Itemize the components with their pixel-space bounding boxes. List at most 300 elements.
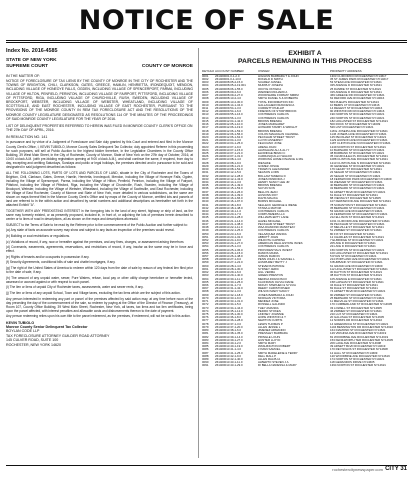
owner-name: COLON MAGDALIN CHANDEL: [258, 132, 299, 136]
detail-number: 0009: [202, 100, 209, 104]
account-number: 261400013.15-1-53.0: [215, 187, 243, 191]
account-number: 261400013.24-1-27.0: [215, 242, 243, 246]
detail-number: 0077: [202, 319, 209, 323]
detail-number: 0057: [202, 255, 209, 259]
detail-number: 0034: [202, 181, 209, 185]
owner-name: SMITH MADELEINE & TERRY: [258, 351, 298, 355]
account-number: 261400013.25-1-3.0: [215, 245, 242, 249]
detail-number: 0036: [202, 187, 209, 191]
account-number: 261400013.26-1-48.0: [215, 255, 243, 259]
account-number: 261400013.37-1-3.0: [215, 322, 242, 326]
notice-paragraph: Any person redeeming relies upon his own title to the parcel redeemed, as the premises, if redeemed, will not be sold in this action.: [6, 314, 191, 319]
property-address: 80 FIX ST ROCHESTER NY14621: [330, 232, 375, 236]
property-address: 469 GREECE RD ROCHESTER NY14621: [330, 94, 385, 98]
property-address: 100 HOLLISTER ST ROCHESTER NY14621: [330, 251, 388, 255]
notice-paragraph: (i) The lien or liens of unpaid City of Rochester taxes, assessments, water and sewer rents, if any.: [6, 285, 144, 290]
owner-name: WARREN RICHARD A: [258, 90, 288, 94]
property-address: 39 ARNETT BLVD ROCHESTER NY14619: [330, 345, 386, 349]
owner-name: SMITH MARY: [258, 341, 277, 345]
owner-name: PECKHAM STREET TRUST: [258, 135, 295, 139]
signer-address-line2: ROCHESTER, NEW YORK 14620: [6, 342, 62, 347]
detail-number: 0030: [202, 168, 209, 172]
account-number: 261400013.25-1-36.0: [215, 248, 243, 252]
owner-name: LINDSEY JOHNNIE: [258, 312, 284, 316]
detail-number: 0046: [202, 219, 209, 223]
owner-name: DELL MALL P: [258, 354, 277, 358]
detail-number: 0002: [202, 78, 209, 82]
detail-number: 0003: [202, 81, 209, 85]
detail-number: 0069: [202, 293, 209, 297]
property-address: 7 ELBRIDGE ST ROCHESTER NY14621: [330, 238, 384, 242]
detail-number: 0076: [202, 316, 209, 320]
property-address: 214 PORTLAND AVE ROCHESTER NY14621: [330, 258, 390, 262]
detail-number: 0084: [202, 341, 209, 345]
property-address: 129 VIRGINIA AVE ROCHESTER NY14619: [330, 332, 387, 336]
property-address: 18 FERNWOOD PARK ROCHESTER NY14609: [330, 177, 392, 181]
owner-name: PENN JOHN J & SAMUEL L: [258, 258, 295, 262]
court-state: STATE OF NEW YORK: [6, 58, 57, 63]
property-address: 14 GREENWICH ST ROCHESTER NY14621: [330, 322, 389, 326]
notice-paragraph: Any person interested in redeeming any part or parcel of the premises affected by said action may, at any time before noon of the day preceding the day of the commencement of the sale, so redeem by paying at the Office of the Director of Finance (Treasury), at Room 107, County Office Building, 39 West Main Street, Rochester, New York, all taxes, tax liens and tax lien certificates, being upon the parcel affected, with interest penalties and allowable costs and disbursements thereon to the date of payment.: [6, 296, 193, 313]
owner-name: CONTRERAS CARLOS: [258, 229, 289, 233]
account-number: 261400013.04-1-3.0: [215, 139, 242, 143]
account-number: 261400013.15-1-49.0: [215, 184, 243, 188]
owner-name: LYMAN SAMUEL: [258, 348, 281, 352]
owner-name: WORKING HOME FINANCE & MG: [258, 158, 304, 162]
owner-name: WILSON MARY NANCY: [258, 290, 290, 294]
property-address: 500 ROCK ST ROCHESTER NY14609: [330, 123, 381, 127]
detail-number: 0055: [202, 248, 209, 252]
account-number: 261400013.29-1-6.0: [215, 271, 242, 275]
signer-role: TAX FORECLOSURE ATTORNEY GUILDER ROAD ATTORNEY: [6, 333, 110, 338]
detail-number: 0070: [202, 296, 209, 300]
property-address: 90 WINSTON RD ROCHESTER NY14616: [330, 110, 385, 114]
owner-name: AMERICAN REAL ESTATE INVES: [258, 242, 303, 246]
property-address: 156 NORTON ST ROCHESTER NY14621: [330, 248, 385, 252]
owner-name: JONES BARBARA & JOHN: [258, 293, 294, 297]
property-address: 526 LIST ROCHESTER NY14621: [330, 126, 374, 130]
owner-name: STEVENS PATRICE: [258, 264, 285, 268]
account-number: 261400013.31-1-42.0: [215, 287, 243, 291]
signature-block: [6, 321, 193, 347]
notice-paragraph: In pursuance and by virtue of a Judgment of Foreclosure and Sale duly granted by this Court and entered and filed in the Monroe County Clerk's Office, I, KEVIN TUBIOLO, Monroe County Sales Delinquent Tax Collector, duly appointed Referee in this proceeding for such purposes, will sell at Public Auction to the highest bidder therefore, in the Legislative Chambers in the County Office Building, 39 West Main Street, in the City of Rochester, County of Monroe, State of New York on the 27th day of October, 2016, at 10:00 o'clock A.M. (with pre-bidding registration opening at 9:00 o'clock A.M.), and shall continue the same, if required, from day to day, excepting and omitting Saturdays, Sundays and public or legal holidays, the premises directed and in pursuance to be sold and designated in said judgment described as follows:: [6, 140, 193, 169]
property-address: 99 PECKHAM ST ROCHESTER NY14621: [330, 222, 385, 226]
property-address: 34 DALE ST ROCHESTER NY14621: [330, 284, 378, 288]
account-number: 261400008.13-2-30.0: [215, 100, 243, 104]
detail-number: 0066: [202, 284, 209, 288]
detail-number: 0047: [202, 222, 209, 226]
owner-name: MEDINA FRANCISCO: [258, 277, 287, 281]
account-number: 261400013.12-1-5.0: [215, 171, 242, 175]
title-rule-thin: [6, 42, 407, 43]
owner-name: VELAZQUEZ WANDA: [258, 232, 287, 236]
owner-name: ALBERTO STEVEN J A: [258, 361, 289, 365]
detail-number: 0016: [202, 123, 209, 127]
court-block: [6, 58, 57, 70]
detail-number: 0027: [202, 158, 209, 162]
header-owner: OWNER: [258, 70, 270, 73]
owner-name: MCKAY STEPHEN & SYLVIA: [258, 284, 296, 288]
property-address: 164 DIAMOND ST ROCHESTER NY14621: [330, 329, 386, 333]
detail-number: 0043: [202, 209, 209, 213]
property-address: 20 SEGAR ST ROCHESTER NY14621: [330, 174, 381, 178]
owner-name: WILLIAMS ERTY LANE: [258, 216, 289, 220]
header-detail: DETAIL#: [202, 70, 214, 73]
owner-name: HOPE WINSTON & T: [258, 316, 286, 320]
property-address: 153 KENILWORTH TER ROCHESTER NY14605: [330, 338, 393, 342]
owner-name: LEWIS THOMAS P: [258, 322, 283, 326]
detail-number: 0023: [202, 145, 209, 149]
property-address: 205 AVE D ROCHESTER NY14621: [330, 242, 376, 246]
footer-site: rochestercitynewspaper.com: [332, 467, 383, 472]
detail-number: 0072: [202, 303, 209, 307]
account-number: 261400013.35-1-12.0: [215, 309, 243, 313]
account-number: 261400013.26-1-15.0: [215, 251, 243, 255]
account-number: 261400013.07-1-15.0: [215, 148, 243, 152]
owner-name: GOMEZ JOSUE: [258, 164, 280, 168]
property-address: 32 BERNARD ST ROCHESTER NY14621: [330, 187, 385, 191]
property-address: 25 DANBIE ST ROCHESTER NY14621: [330, 87, 382, 91]
detail-number: 0062: [202, 271, 209, 275]
property-address: 61 GRAND AVE ROCHESTER NY14609: [330, 264, 383, 268]
owner-name: JONES MARGARET: [258, 123, 285, 127]
account-number: 261400013.30-1-25.0: [215, 280, 243, 284]
detail-number: 0039: [202, 197, 209, 201]
detail-number: 0049: [202, 229, 209, 233]
notice-paragraph: (b) Building or zoal restrictions or regulations.: [6, 233, 70, 238]
detail-number: 0007: [202, 94, 209, 98]
detail-number: 0090: [202, 361, 209, 365]
owner-name: HENRY NANCY LEE JR: [258, 181, 290, 185]
property-address: 6 BURBANK ST ROCHESTER NY14621: [330, 261, 383, 265]
property-address: 12 HALL ST ROCHESTER NY14609: [330, 351, 378, 355]
owner-name: WILDOTH CAPRINA: [258, 238, 285, 242]
owner-name: CURRETTI PHILLIP: [258, 106, 285, 110]
account-number: 261400008.06-1-55.0: [215, 87, 243, 91]
account-number: 261400012.06-1-62.0: [215, 135, 243, 139]
signer-firm: BOYLAN CODE LLP: [6, 329, 40, 334]
detail-number: 0091: [202, 364, 209, 368]
detail-number: 0050: [202, 232, 209, 236]
table-body: [202, 75, 408, 368]
property-address: 1104 BENNINGTON DR ROCHESTER NY14616: [330, 325, 394, 329]
court-name: SUPREME COURT: [6, 64, 49, 69]
page-title: NOTICE OF SALE: [78, 5, 335, 36]
detail-number: 0001: [202, 74, 209, 78]
property-address: 12 NORRIS DR ROCHESTER NY14610: [330, 319, 383, 323]
account-number: 261400013.16-1-97.0: [215, 200, 243, 204]
property-address: 81 WOODBINE AVE ROCHESTER NY14619: [330, 335, 389, 339]
owner-name: PRINGLE LOUIS: [258, 335, 281, 339]
account-number: 261400009.54-1-3.0: [215, 106, 242, 110]
account-number: 261400013.08-1-21.0: [215, 164, 243, 168]
account-number: 261400008.14-1-34.0: [215, 103, 243, 107]
account-number: 261400008.09-2-6.0: [215, 90, 242, 94]
property-address: 35 BERNARD ST ROCHESTER NY14621: [330, 206, 385, 210]
notice-of-foreclosure: NOTICE OF FORECLOSURE OF TAX LIENS BY THE COUNTY OF MONROE IN THE CITY OF ROCHESTER AND THE TOWNS OF BRIGHTON, CHILI, CLARKSON, GATES, GREECE, HAMLIN, HENRIETTA, IRONDEQUOIT, MENDON, INCLUDING VILLAGE OF HONEOYE FALLS, OGDEN, INCLUDING VILLAGE OF SPENCERPORT, PARMA, INCLUDING VILLAGE OF HILTON, PENFIELD, PERINTON, INCLUDING VILLAGE OF FAIRPORT, PITTSFORD, INCLUDING VILLAGE OF PITTSFORD, RIGA, INCLUDING VILLAGE OF CHURCHVILLE, RUSH, SWEDEN, INCLUDING VILLAGE OF BROCKPORT, WEBSTER, INCLUDING VILLAGE OF WEBSTER, WHEATLAND, INCLUDING VILLAGE OF SCOTTSVILLE, AND EAST ROCHESTER, INCLUDING VILLAGE OF EAST ROCHESTER, PURSUANT TO THE PROVISIONS OF THE MONROE COUNTY IN REM TAX FORECLOSURE ACT AND THE RESOLUTIONS OF THE MONROE COUNTY LEGISLATURE DESIGNATED AS RESOLUTIONS 114 OF THE MINUTES OF THE PROCEEDINGS OF SAID MONROE COUNTY LEGISLATURE FOR THE YEAR OF 2016.: [6, 79, 193, 121]
owner-name: ALLEN RALPH A: [258, 358, 281, 362]
account-number: 261400013.08-1-9.0: [215, 161, 242, 165]
owner-name: DI BELLA NADESSA & MARY: [258, 364, 297, 368]
owner-name: RONALD D SMITH: [258, 78, 283, 82]
owner-name: NEWTON CURTIS: [258, 319, 283, 323]
property-address: 10 BEMIS CT ROCHESTER NY14616: [330, 103, 380, 107]
exhibit-heading: [203, 50, 407, 66]
owner-name: HOWARD TAMMY & WRIGHT: [258, 126, 298, 130]
property-address: 210 LUX ST ROCHESTER NY14621: [330, 312, 378, 316]
property-address: 1394 NORTON ST ROCHESTER NY14621: [330, 364, 386, 368]
property-address: 170 REYNOLDS ST ROCHESTER NY14608: [330, 348, 388, 352]
account-number: 261400012.05-1-10.0: [215, 123, 243, 127]
account-number: 261400013.20-1-28.0: [215, 216, 243, 220]
property-address: 90 ZIMMER ST ROCHESTER NY14621: [330, 293, 382, 297]
detail-number: 0056: [202, 251, 209, 255]
account-number: 261400013.39-1-27.0: [215, 338, 243, 342]
account-number: 261400008.05-2-19.001: [215, 84, 246, 88]
detail-number: 0005: [202, 87, 209, 91]
detail-number: 0073: [202, 306, 209, 310]
account-number: 261400013.40-1-2.0: [215, 341, 242, 345]
detail-number: 0044: [202, 213, 209, 217]
account-number: 261400013.37-1-20.0: [215, 325, 243, 329]
exhibit-subtitle: PARCELS REMAINING IN THIS PROCESS: [238, 58, 372, 65]
property-address: 1249 NORTON ST ROCHESTER NY14621: [330, 145, 386, 149]
property-address: 325 AVENUE D ROCHESTER NY14621: [330, 84, 382, 88]
detail-number: 0048: [202, 226, 209, 230]
property-address: 1146 JOSEPH AVE ROCHESTER NY14621: [330, 132, 387, 136]
detail-number: 0033: [202, 177, 209, 181]
signer-title: Monroe County Senior Delinquent Tax Collector: [6, 324, 88, 329]
account-number: 261400009.56-1-3.0: [215, 116, 242, 120]
account-number: 261400013.33-1-31.0: [215, 300, 243, 304]
account-number: 261400008.09-2-27.0: [215, 94, 243, 98]
account-number: 261400012.04-1-42.0: [215, 119, 243, 123]
property-address: 315 AVENUE D ROCHESTER NY14621: [330, 90, 382, 94]
owner-name: TATAVLA MATOZI: [258, 206, 282, 210]
detail-number: 0008: [202, 97, 209, 101]
exhibit-title: EXHIBIT A: [288, 50, 322, 57]
signer-address-line1: 145 CULVER ROAD, SUITE 100: [6, 338, 59, 343]
detail-number: 0018: [202, 129, 209, 133]
owner-name: JIMENEZ ARMANDO: [258, 329, 286, 333]
property-address: 53 GRAND AVE ROCHESTER NY14621: [330, 209, 383, 213]
detail-number: 0051: [202, 235, 209, 239]
owner-name: HUMPHREY BETTY J: [258, 261, 287, 265]
legal-notice-column: [6, 48, 193, 458]
index-number: Index No. 2016-4585: [6, 48, 58, 54]
account-number: 261400008.05-2-15.0: [215, 81, 243, 85]
property-address: 118 GERANDOS DRIVE NY14605: [330, 361, 375, 365]
property-address: 20 GALUSHA ST ROCHESTER NY14605: [330, 316, 384, 320]
parcels-table: [202, 70, 408, 368]
detail-number: 0058: [202, 258, 209, 262]
owner-name: LLOYD ASSEMSIY: [258, 139, 283, 143]
account-number: 261400013.29-1-40.0: [215, 274, 243, 278]
owner-name: DAVIS MALIKA: [258, 197, 278, 201]
property-address: 88 VIENNA ST ROCHESTER NY14605: [330, 197, 381, 201]
table-row: [202, 364, 408, 367]
detail-number: 0068: [202, 290, 209, 294]
property-address: 5 RYAN ST ROCHESTER NY14621: [330, 255, 377, 259]
detail-number: 0017: [202, 126, 209, 130]
detail-number: 0088: [202, 354, 209, 358]
property-address: 30 GENESEE ST ROCHESTER NY14621: [330, 164, 385, 168]
notice-paragraph: (g) The right of the United States of America to redeem within 120 days from the date of sale by reason of any federal lien filed prior to the date of sale, if any.: [6, 265, 193, 275]
detail-number: 0075: [202, 312, 209, 316]
detail-number: 0011: [202, 106, 209, 110]
owner-name: HAZEL MICHAEL: [258, 219, 281, 223]
detail-number: 0040: [202, 200, 209, 204]
account-number: 261400001.0-1-2.0: [215, 74, 240, 78]
property-address: 176 GEARY ST ROCHESTER NY14621: [330, 168, 382, 172]
account-number: 261400013.32-1-3.0: [215, 290, 242, 294]
detail-number: 0052: [202, 238, 209, 242]
property-address: 22 FERNWOOD ST ROCHESTER NY14621: [330, 213, 388, 217]
owner-name: FRIENDS OF STORYBROOK: [258, 110, 297, 114]
detail-number: 0079: [202, 325, 209, 329]
account-number: 261400013.28-1-30.0: [215, 267, 243, 271]
account-number: 261400013.41-1-25.0: [215, 351, 243, 355]
owner-name: GREEN PRESTON: [258, 274, 284, 278]
detail-number: 0020: [202, 135, 209, 139]
notice-body: [6, 140, 193, 318]
owner-name: THEY AMANDA: [258, 306, 279, 310]
property-address: 240 NORTON ST ROCHESTER NY14621: [330, 116, 385, 120]
account-number: 261400013.34-1-5.0: [215, 303, 242, 307]
header-address: PROPERTY ADDRESS: [330, 70, 362, 73]
account-number: 261400013.12-1-43.0: [215, 177, 243, 181]
detail-number: 0080: [202, 329, 209, 333]
property-address: 120 WOODBINE AVE ROCHESTER NY14619: [330, 354, 390, 358]
account-number: 261400013.27-1-22.0: [215, 261, 243, 265]
property-address: 51 ZIMMER ST ROCHESTER NY14621: [330, 229, 382, 233]
property-address: 190 NORTON ST ROCHESTER NY14621: [330, 113, 385, 117]
account-number: 261400013.07-1-21.0: [215, 152, 243, 156]
notice-paragraph: TOGETHER WITH ANY PREEXISTING INTEREST in the foregoing lots in the land of any street, highway or strip of land, as the same may formerly existed, or as presently proposed, included in, in front of, or adjoining the lots of premises herein described to center or to lines of road in descriptions, all as shown on the maps and descriptions aforesaid.: [6, 208, 193, 222]
owner-name: FELICIANO JOSE: [258, 142, 282, 146]
detail-number: 0064: [202, 277, 209, 281]
property-address: 82 DALE ST ROCHESTER NY14621: [330, 287, 378, 291]
detail-number: 0065: [202, 280, 209, 284]
detail-number: 0061: [202, 267, 209, 271]
account-number: 261400013.27-1-9.0: [215, 258, 242, 262]
court-county: COUNTY OF MONROE: [141, 64, 193, 69]
account-number: 261400013.16-1-66.0: [215, 197, 243, 201]
page-number: CITY 31: [385, 466, 407, 472]
detail-number: 0012: [202, 110, 209, 114]
account-number: 261400013.16-1-26.0: [215, 190, 243, 194]
detail-number: 0086: [202, 348, 209, 352]
owner-name: BROWN BRENDA: [258, 119, 282, 123]
notice-paragraph: (j) The lien or liens of any unpaid School, Town and Village taxes, excluding the tax liens which are the subject of this action.: [6, 290, 181, 295]
detail-number: 0071: [202, 300, 209, 304]
detail-number: 0041: [202, 203, 209, 207]
property-address: 1031 CLIFFORD AVE ROCHESTER NY14621: [330, 219, 390, 223]
detail-number: 0087: [202, 351, 209, 355]
owner-name: BROWN BRENDA: [258, 184, 282, 188]
detail-number: 0089: [202, 358, 209, 362]
account-number: 261400012.06-1-19.0: [215, 126, 243, 130]
account-number: 261400013.21-1-38.0: [215, 222, 243, 226]
notice-paragraph: ALL THE FOLLOWING LOTS, PARTS OF LOTS AND PARCELS OF LAND, situate in the City of Rochester and the Towns of Brighton, Chili, Clarkson, Gates, Greece, Hamlin, Henrietta, Irondequoit, Mendon, including the Village of Honeoye Falls, Ogden, including the Village of Spencerport, Parma, including the Village of Hilton, Penfield, Perinton, including the Village of Fairport, Pittsford, including the Village of Pittsford, Riga, including the Village of Churchville, Rush, Sweden, including the Village of Brockport, Webster, including the Village of Webster, Wheatland, including the Village of Scottsville, and East Rochester, including the Village of East Rochester, County of Monroe and State of New York, more detailed in various subdivisions, as the same are shown on maps thereof filed in the Monroe County Clerk's Office and by maps of the County of Monroe, certified lots and parcels of land are referred to in the within action and described by serial numbers and additional descriptions as hereinafter set forth in the attached Exhibit "A".: [6, 170, 193, 208]
owner-name: BURNS MICHAEL: [258, 200, 282, 204]
property-address: 125 PECKHAM ST ROCHESTER NY14621: [330, 135, 387, 139]
owner-name: RAMOS MARIA: [258, 251, 279, 255]
property-address: 206 LAKE AVE ROCHESTER NY14608: [330, 341, 382, 345]
account-number: 261400013.16-1-39.0: [215, 193, 243, 197]
account-number: 261400013.33-1-9.0: [215, 296, 242, 300]
property-address: 74 ARNETT BLVD ROCHESTER NY14621: [330, 290, 386, 294]
account-number: 261400009.54-1-6.0: [215, 110, 242, 114]
account-number: 261400013.35-1-30.0: [215, 312, 243, 316]
property-address: 11 MELVILLE ST ROCHESTER NY14621: [330, 300, 384, 304]
property-address: 53 STEAD AVE ROCHESTER NY14621: [330, 81, 382, 85]
owner-name: ABBOTT JOHN: [258, 235, 279, 239]
detail-number: 0063: [202, 274, 209, 278]
delinquent-list-statement: LIST OF DELINQUENT PROPERTIES REFERRED TO HEREIN WAS FILED IN MONROE COUNTY CLERK'S OFFICE ON THE 27th DAY OF APRIL, 2016.: [6, 124, 193, 133]
owner-name: CONTRERAS CARLOS: [258, 116, 289, 120]
detail-number: 0042: [202, 206, 209, 210]
account-number: 261400013.12-1-28.0: [215, 174, 243, 178]
property-address: 105 AVENUE E ROCHESTER NY14621: [330, 277, 382, 281]
property-address: 212 ELLISON ST ROCHESTER NY14621: [330, 216, 385, 220]
detail-number: 0026: [202, 155, 209, 159]
page-footer: [6, 465, 407, 475]
owner-name: TRAWN S ALEXANDER: [258, 168, 290, 172]
account-number: 261400013.18-1-8.0: [215, 203, 242, 207]
account-number: 261400013.43-1-11.0: [215, 361, 243, 365]
owner-name: ALMIGHANI ALI & ALI Y: [258, 148, 290, 152]
owner-name: SUAREZ JANSEL: [258, 81, 282, 85]
notice-paragraph: (d) Covenants, easements, agreements, reservations, and restrictions of record, if any, insofar as the same may be in force and effect.: [6, 245, 193, 254]
owner-name: SYDNEY JERIC: [258, 267, 279, 271]
account-number: 261400013.07-1-9.0: [215, 145, 242, 149]
owner-name: GALLAGHER FRANCESCA: [258, 103, 295, 107]
owner-name: MURPHY JOSEPH: [258, 84, 283, 88]
detail-number: 0045: [202, 216, 209, 220]
detail-number: 0035: [202, 184, 209, 188]
detail-number: 0013: [202, 113, 209, 117]
account-number: 261400013.43-1-29.0: [215, 364, 243, 368]
owner-name: MORGAN VICTORIA: [258, 296, 286, 300]
detail-number: 0028: [202, 161, 209, 165]
detail-number: 0019: [202, 132, 209, 136]
owner-name: SEASON LORN: [258, 171, 279, 175]
property-address: 174 NORTON ST ROCHESTER NY14621: [330, 358, 385, 362]
account-number: 261400013.08-1-4.0: [215, 158, 242, 162]
account-number: 261400013.32-1-18.0: [215, 293, 243, 297]
signer-name: KEVIN TUBIOLO: [6, 320, 35, 325]
detail-number: 0014: [202, 116, 209, 120]
property-address: 38 BURBANK ST ROCHESTER NY14621: [330, 152, 385, 156]
account-number: 261400013.30-1-11.0: [215, 277, 243, 281]
account-number: 261400013.14-1-3.0: [215, 181, 242, 185]
account-number: 261400013.19-1-1.0: [215, 209, 242, 213]
owner-name: KAUFFMAN OLIVIA DIANE: [258, 280, 294, 284]
account-number: 261400013.07-1-31.0: [215, 155, 243, 159]
property-address: 94 WEAVER ST ROCHESTER NY14621: [330, 181, 383, 185]
account-number: 261400013.41-1-4.0: [215, 348, 242, 352]
property-address: 1213 CLINTON AVE N ROCHESTER NY14621: [330, 161, 391, 165]
property-address: 563 PHELPS ROCHESTER NY14613: [330, 100, 379, 104]
detail-number: 0021: [202, 139, 209, 143]
account-number: 261400013.23-1-6.0: [215, 232, 242, 236]
property-address: 1187 CLINTON AVE N ROCHESTER NY14621: [330, 142, 391, 146]
account-number: 261400013.22-1-25.0: [215, 229, 243, 233]
detail-number: 0082: [202, 335, 209, 339]
owner-name: SMITH DANIEL S & ROBERTA: [258, 97, 299, 101]
owner-name: ROSSELL GALINDO: [258, 303, 286, 307]
